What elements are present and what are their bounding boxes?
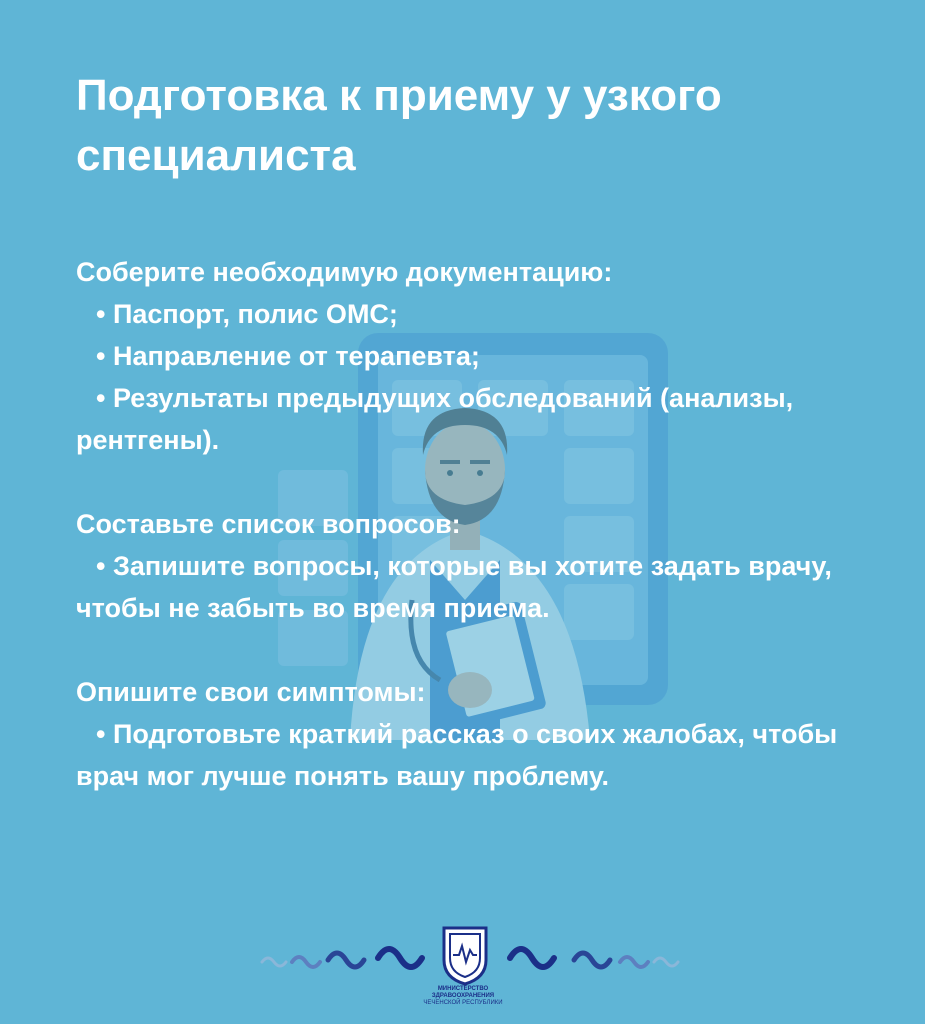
bullet-text: Подготовьте краткий рассказ о своих жалобах, чтобы врач мог лучше понять вашу проблему. bbox=[76, 719, 838, 791]
ministry-line: ЗДРАВООХРАНЕНИЯ bbox=[431, 993, 495, 999]
section-heading: Составьте список вопросов: bbox=[76, 509, 461, 539]
bullet-text: Запишите вопросы, которые вы хотите задать врачу, чтобы не забыть во время приема. bbox=[76, 551, 832, 623]
bullet-mark: • bbox=[96, 383, 106, 413]
ornament-icon bbox=[620, 957, 648, 967]
bullet-mark: • bbox=[96, 719, 106, 749]
ministry-line: МИНИСТЕРСТВО bbox=[437, 986, 489, 992]
list-item bbox=[76, 377, 876, 461]
footer-ornament bbox=[0, 920, 925, 1024]
bullet-text: Результаты предыдущих обследований (анализы, рентгены). bbox=[76, 383, 794, 455]
bullet-mark: • bbox=[96, 341, 106, 371]
ornament-icon bbox=[654, 958, 678, 966]
ministry-caption bbox=[412, 986, 514, 1007]
instructions-body bbox=[76, 251, 876, 797]
bullet-text: Паспорт, полис ОМС; bbox=[112, 299, 398, 329]
list-item bbox=[76, 713, 876, 797]
section-documents bbox=[76, 251, 876, 461]
ornament-icon bbox=[574, 953, 610, 967]
ornament-icon bbox=[378, 949, 422, 967]
list-item bbox=[76, 293, 876, 335]
section-heading: Соберите необходимую документацию: bbox=[76, 257, 613, 287]
bullet-text: Направление от терапевта; bbox=[112, 341, 480, 371]
bullet-mark: • bbox=[96, 551, 106, 581]
bullet-mark: • bbox=[96, 299, 106, 329]
ministry-line: ЧЕЧЕНСКОЙ РЕСПУБЛИКИ bbox=[423, 1000, 503, 1006]
ornament-icon bbox=[328, 953, 364, 967]
ministry-emblem-icon bbox=[444, 928, 486, 984]
section-questions bbox=[76, 503, 876, 629]
section-symptoms bbox=[76, 671, 876, 797]
ornament-icon bbox=[292, 957, 320, 967]
list-item bbox=[76, 545, 876, 629]
list-item bbox=[76, 335, 876, 377]
page-title: Подготовка к приему у узкого специалиста bbox=[76, 71, 722, 180]
ornament-icon bbox=[510, 949, 554, 967]
section-heading: Опишите свои симптомы: bbox=[76, 677, 426, 707]
ornament-icon bbox=[262, 958, 286, 966]
